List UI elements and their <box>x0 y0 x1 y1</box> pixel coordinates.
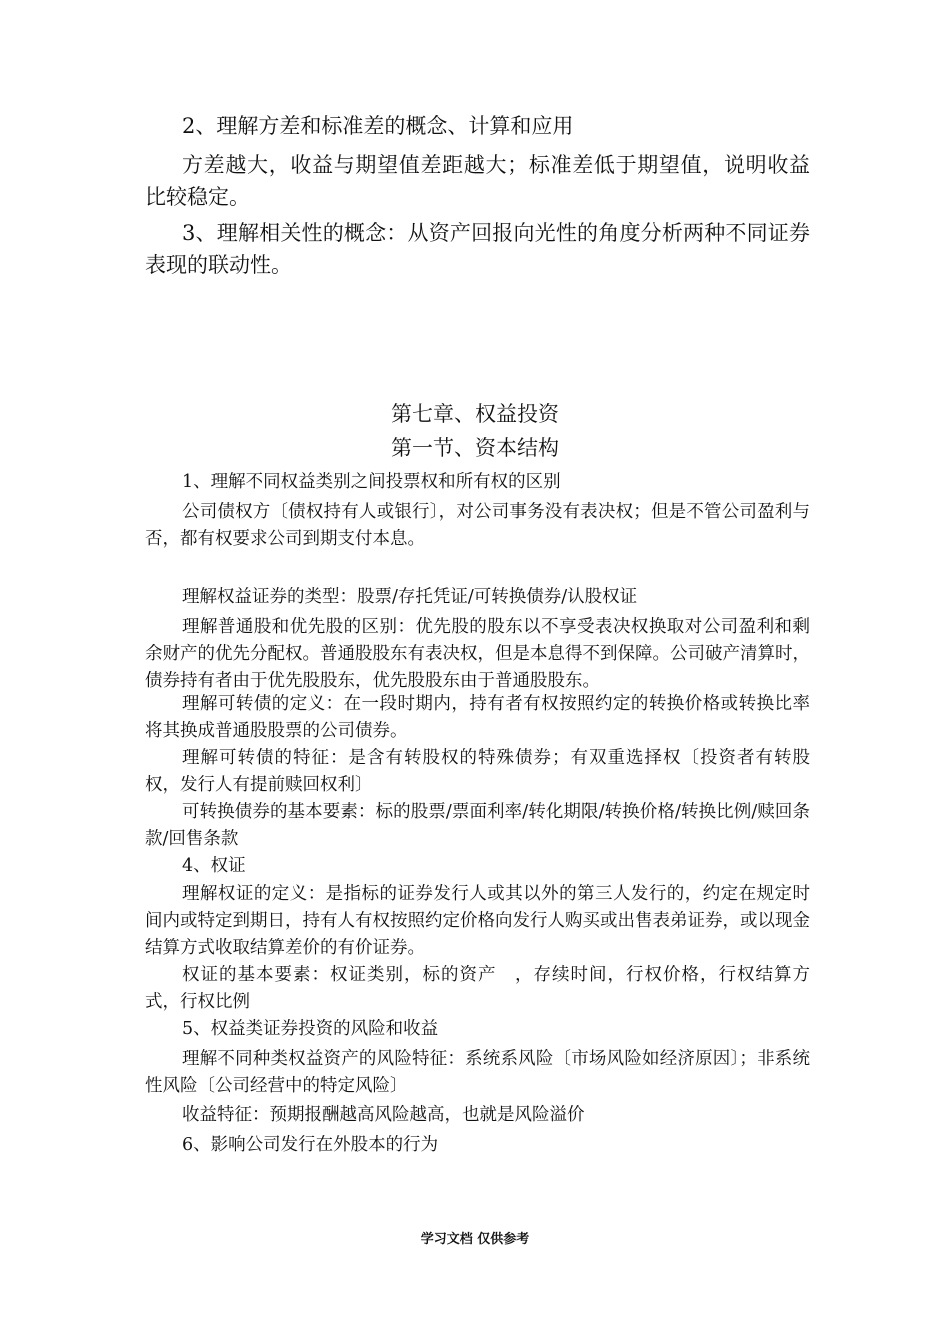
paragraph-common-preferred: 理解普通股和优先股的区别：优先股的股东以不享受表决权换取对公司盈利和剩余财产的优先分配权。普通股股东有表决权，但是本息得不到保障。公司破产清算时，债券持有者由于优先股股东，优先股股东由于普通股股东。 <box>145 617 810 691</box>
paragraph-risk-return-heading: 5、权益类证券投资的风险和收益 <box>182 1019 439 1039</box>
paragraph-convertible-elements: 可转换债券的基本要素：标的股票/票面利率/转化期限/转换价格/转换比例/赎回条款/回售条款 <box>145 802 810 849</box>
paragraph-voting-rights: 1、理解不同权益类别之间投票权和所有权的区别 <box>182 472 561 492</box>
paragraph-correlation: 3、理解相关性的概念：从资产回报向光性的角度分析两种不同证券表现的联动性。 <box>145 221 810 277</box>
paragraph-creditors: 公司债权方〔债权持有人或银行〕，对公司事务没有表决权；但是不管公司盈利与否，都有权要求公司到期支付本息。 <box>145 502 810 549</box>
paragraph-convertible-features: 理解可转债的特征：是含有转股权的特殊债券；有双重选择权〔投资者有转股权，发行人有提前赎回权利〕 <box>145 748 810 795</box>
paragraph-outstanding-shares: 6、影响公司发行在外股本的行为 <box>182 1135 439 1155</box>
page-footer: 学习文档 仅供参考 <box>420 1232 530 1247</box>
paragraph-warrant-definition: 理解权证的定义：是指标的证券发行人或其以外的第三人发行的，约定在规定时间内或特定到期日，持有人有权按照约定价格向发行人购买或出售表弟证券，或以现金结算方式收取结算差价的有价证券。 <box>145 884 810 958</box>
chapter-title: 第七章、权益投资 <box>391 402 559 426</box>
paragraph-risk-characteristics: 理解不同种类权益资产的风险特征：系统系风险〔市场风险如经济原因〕；非系统性风险〔公司经营中的特定风险〕 <box>145 1049 810 1096</box>
paragraph-variance-heading: 2、理解方差和标准差的概念、计算和应用 <box>182 114 574 138</box>
section-title: 第一节、资本结构 <box>391 436 559 460</box>
paragraph-warrant-heading: 4、权证 <box>182 856 246 876</box>
paragraph-warrant-elements: 权证的基本要素：权证类别，标的资产 ，存续时间，行权价格，行权结算方式，行权比例 <box>145 965 810 1012</box>
paragraph-convertible-definition: 理解可转债的定义：在一段时期内，持有者有权按照约定的转换价格或转换比率将其换成普通股股票的公司债券。 <box>145 694 810 741</box>
paragraph-variance-text: 方差越大，收益与期望值差距越大；标准差低于期望值，说明收益比较稳定。 <box>145 153 810 209</box>
paragraph-return-characteristics: 收益特征：预期报酬越高风险越高，也就是风险溢价 <box>182 1105 585 1125</box>
paragraph-equity-types: 理解权益证券的类型：股票/存托凭证/可转换债券/认股权证 <box>182 587 638 607</box>
